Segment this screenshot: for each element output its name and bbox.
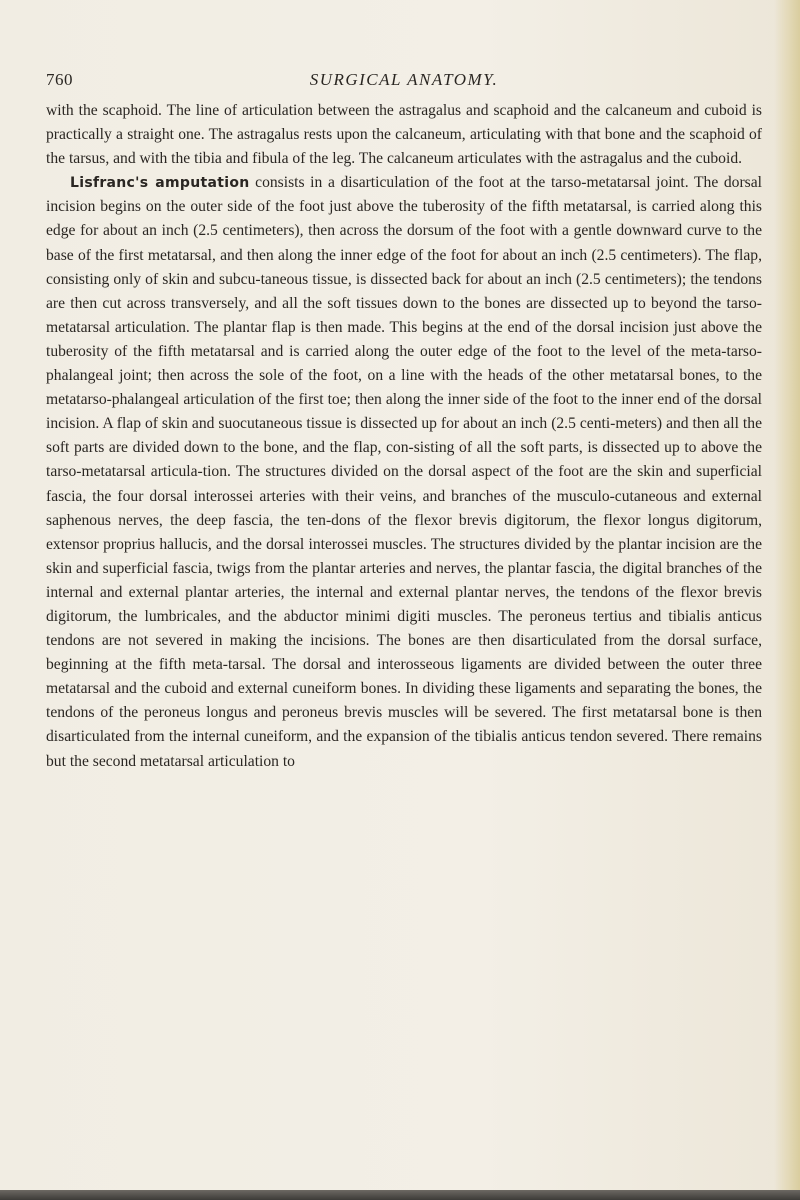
section-lead-heading: Lisfranc's amputation	[70, 175, 250, 192]
running-title: SURGICAL ANATOMY.	[309, 70, 499, 89]
paragraph-lisfranc-amputation	[46, 171, 762, 773]
bottom-edge-bar	[0, 1190, 800, 1200]
page-header	[46, 70, 762, 94]
page-edge-shadow	[774, 0, 800, 1200]
body-text	[46, 99, 762, 774]
page-number: 760	[46, 70, 73, 89]
paragraph-continuation: with the scaphoid. The line of articulation between the astragalus and scaphoid and the calcaneum and cuboid is practically a straight one. The astragalus rests upon the calcaneum, articulating with that bone and the scaphoid of the tarsus, and with the tibia and fibula of the leg. The calcaneum articulates with the astragalus and the cuboid.	[46, 102, 762, 168]
paragraph-text: consists in a disarticulation of the foot at the tarso-metatarsal joint. The dorsal incision begins on the outer side of the foot just above the tuberosity of the fifth metatarsal, is carried along this edge for about an inch (2.5 centimeters), then across the dorsum of the foot with a gentle downward curve to the base of the first metatarsal, and then along the inner edge of the foot for about an inch (2.5 centimeters). The flap, consisting only of skin and subcu-taneous tissue, is dissected back for about an inch (2.5 centimeters); the tendons are then cut across transversely, and all the soft tissues down to the bones are dissected up to beyond the tarso-metatarsal articulation. The plantar flap is then made. This begins at the end of the dorsal incision just above the tuberosity of the fifth metatarsal and is carried along the outer edge of the foot to the level of the meta-tarso-phalangeal joint; then across the sole of the foot, on a line with the heads of the other metatarsal bones, to the metatarso-phalangeal articulation of the first toe; then along the inner side of the foot to the inner end of the dorsal incision. A flap of skin and suocutaneous tissue is dissected up for about an inch (2.5 centi-meters) and then all the soft parts are divided down to the bone, and the flap, con-sisting of all the soft parts, is dissected up to above the tarso-metatarsal articula-tion. The structures divided on the dorsal aspect of the foot are the skin and superficial fascia, the four dorsal interossei arteries with their veins, and branches of the musculo-cutaneous and external saphenous nerves, the deep fascia, the ten-dons of the flexor brevis digitorum, the flexor longus digitorum, extensor proprius hallucis, and the dorsal interossei muscles. The structures divided by the plantar incision are the skin and superficial fascia, twigs from the plantar arteries and nerves, the plantar fascia, the digital branches of the internal and external plantar arteries, the internal and external plantar nerves, the tendons of the flexor brevis digitorum, the lumbricales, and the abductor minimi digiti muscles. The peroneus tertius and tibialis anticus tendons are not severed in making the incisions. The bones are then disarticulated from the dorsal surface, beginning at the fifth meta-tarsal. The dorsal and interosseous ligaments are divided between the outer three metatarsal and the cuboid and external cuneiform bones. In dividing these ligaments and separating the bones, the tendons of the peroneus longus and peroneus brevis muscles will be severed. The first metatarsal bone is then disarticulated from the internal cuneiform, and the expansion of the tibialis anticus tendon severed. There remains but the second metatarsal articulation to	[46, 174, 762, 770]
